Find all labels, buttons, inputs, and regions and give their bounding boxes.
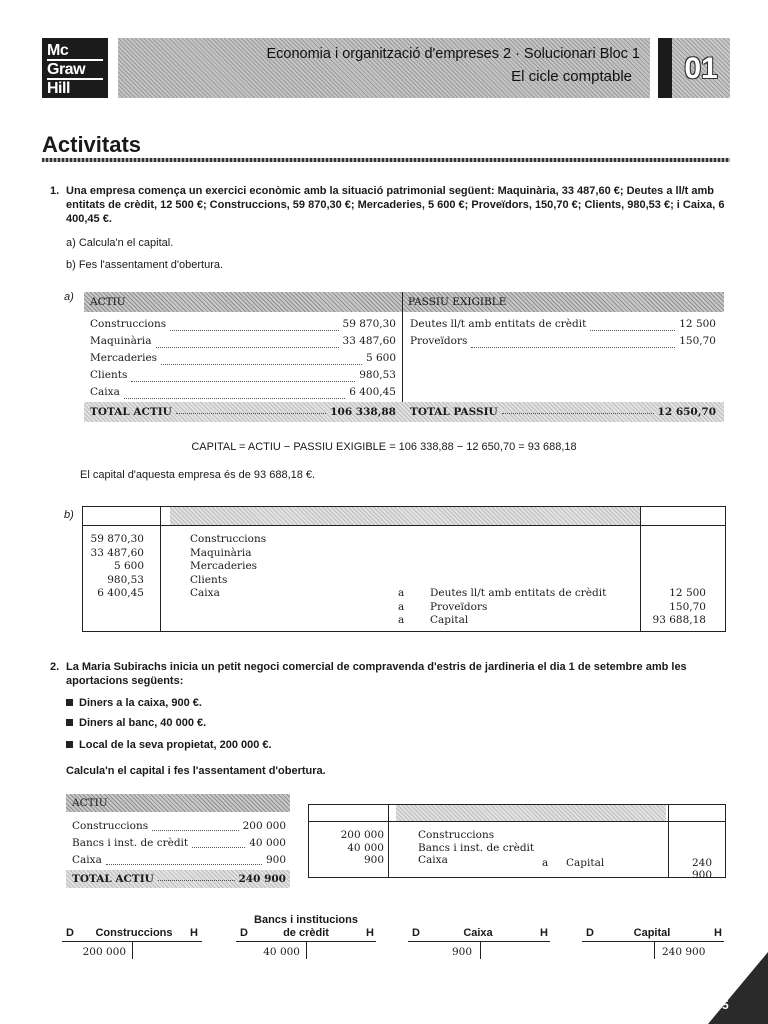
- capital-formula: CAPITAL = ACTIU − PASSIU EXIGIBLE = 106 338,88 − 12 650,70 = 93 688,18: [191, 441, 577, 453]
- journal-header-bar: [170, 507, 640, 525]
- t-account-stem: [480, 941, 481, 959]
- q2-journal-debit-amounts: 200 000 40 000 900: [340, 829, 384, 866]
- q2-journal-credit-account: Capital: [566, 857, 605, 869]
- total-passiu-row: TOTAL PASSIU 12 650,70: [410, 406, 716, 418]
- q2-journal-col-divider: [668, 804, 669, 878]
- logo-line-3: Hill: [47, 80, 70, 97]
- t-account-stem: [306, 941, 307, 959]
- publisher-logo: [42, 38, 108, 98]
- actiu-row: Construccions 59 870,30: [90, 318, 396, 330]
- actiu-row: Caixa 6 400,45: [90, 386, 396, 398]
- t-account-debit: 200 000: [82, 946, 126, 958]
- q2-journal-credit-a: a: [542, 857, 549, 869]
- actiu-row: Clients 980,53: [90, 369, 396, 381]
- actiu-rows: [90, 318, 396, 403]
- t-account-h: H: [540, 927, 548, 939]
- q2-item: Local de la seva propietat, 200 000 €.: [66, 738, 272, 752]
- t-account-name-line1: Bancs i institucions: [254, 914, 358, 926]
- journal-header-line: [82, 525, 726, 526]
- t-account-name: de crèdit: [283, 927, 329, 939]
- passiu-header: PASSIU EXIGIBLE: [408, 296, 507, 308]
- journal-debit-accounts: Construccions Maquinària Mercaderies Clients Caixa: [190, 533, 267, 599]
- unit-number: 01: [672, 38, 730, 98]
- q2-item: Diners al banc, 40 000 €.: [66, 716, 206, 730]
- t-account-d: D: [586, 927, 594, 939]
- total-actiu-row: TOTAL ACTIU 106 338,88: [90, 406, 396, 418]
- q2-task: Calcula'n el capital i fes l'assentament d'obertura.: [66, 765, 326, 777]
- t-account-h: H: [714, 927, 722, 939]
- actiu-row: Mercaderies 5 600: [90, 352, 396, 364]
- q2-balance-row: Caixa 900: [72, 854, 286, 866]
- title-divider: [42, 158, 730, 162]
- q1-text: Una empresa comença un exercici econòmic amb la situació patrimonial següent: Maquinària, 33 487,60 €; Deutes a ll/t amb entitats de crèdit, 12 500 €; Construccions, 59 870,30 €; Mercaderies, 5 600 €; Proveïdors, 150,70 €; Clients, 980,53 €; i Caixa, 6 400,45 €.: [66, 185, 725, 225]
- t-account-h: H: [190, 927, 198, 939]
- q1-number: 1.: [50, 185, 60, 197]
- q2-balance-rows: [72, 818, 286, 869]
- q2-journal-debit-accounts: Construccions Bancs i inst. de crèdit Caixa: [418, 829, 535, 866]
- q1-part-a: a) Calcula'n el capital.: [66, 237, 174, 249]
- logo-line-1: Mc: [47, 42, 103, 61]
- q2-balance-row: Construccions 200 000: [72, 820, 286, 832]
- journal-debit-amounts: 59 870,30 33 487,60 5 600 980,53 6 400,45: [90, 533, 144, 599]
- t-account-debit: 900: [451, 946, 472, 958]
- actiu-row: Maquinària 33 487,60: [90, 335, 396, 347]
- q1-a-label: a): [64, 291, 74, 303]
- t-account-h: H: [366, 927, 374, 939]
- q2-number: 2.: [50, 661, 60, 673]
- t-account-credit: 240 900: [662, 946, 706, 958]
- t-account-top: [408, 941, 550, 942]
- q2-actiu-header: ACTIU: [72, 797, 108, 809]
- q2-journal-credit-amount: 240 900: [691, 857, 712, 881]
- journal-credit-a: a a a: [398, 587, 405, 626]
- t-account-name: Capital: [633, 927, 671, 939]
- unit-tab-marker: [658, 38, 672, 98]
- t-account-stem: [654, 941, 655, 959]
- t-account-stem: [132, 941, 133, 959]
- actiu-header: ACTIU: [90, 296, 126, 308]
- q2-item: Diners a la caixa, 900 €.: [66, 696, 202, 710]
- page-corner-decoration: [708, 952, 768, 1024]
- chapter-title: El cicle comptable: [511, 68, 632, 85]
- passiu-row: Deutes ll/t amb entitats de crèdit 12 500: [410, 318, 716, 330]
- q2-journal-header-line: [308, 821, 726, 822]
- section-title: Activitats: [42, 132, 142, 157]
- journal-col-divider: [160, 506, 161, 632]
- q2-balance-row: Bancs i inst. de crèdit 40 000: [72, 837, 286, 849]
- t-account-d: D: [66, 927, 74, 939]
- journal-credit-accounts: Deutes ll/t amb entitats de crèdit Proveïdors Capital: [430, 587, 607, 626]
- q2-text: La Maria Subirachs inicia un petit negoci comercial de compravenda d'estris de jardineria el dia 1 de setembre amb les aportacions següents:: [66, 661, 687, 687]
- balance-header-bar: [84, 292, 724, 312]
- t-account-debit: 40 000: [263, 946, 300, 958]
- logo-line-2: Graw: [47, 61, 103, 80]
- t-account-d: D: [240, 927, 248, 939]
- q2-journal-header-bar: [396, 805, 666, 821]
- q1-part-b: b) Fes l'assentament d'obertura.: [66, 259, 224, 271]
- q1-conclusion: El capital d'aquesta empresa és de 93 688,18 €.: [80, 469, 316, 481]
- book-title: Economia i organització d'empreses 2 · Solucionari Bloc 1: [266, 46, 640, 62]
- passiu-rows: [410, 318, 716, 352]
- q2-total-row: TOTAL ACTIU 240 900: [72, 873, 286, 885]
- journal-credit-amounts: 12 500 150,70 93 688,18: [652, 587, 706, 626]
- q2-journal-col-divider: [388, 804, 389, 878]
- t-account-d: D: [412, 927, 420, 939]
- q1-b-label: b): [64, 509, 74, 521]
- t-account-name: Caixa: [463, 927, 493, 939]
- t-account-name: Construccions: [95, 927, 173, 939]
- journal-col-divider: [640, 506, 641, 632]
- passiu-row: Proveïdors 150,70: [410, 335, 716, 347]
- t-account-top: [582, 941, 724, 942]
- page-number: 5: [722, 998, 729, 1012]
